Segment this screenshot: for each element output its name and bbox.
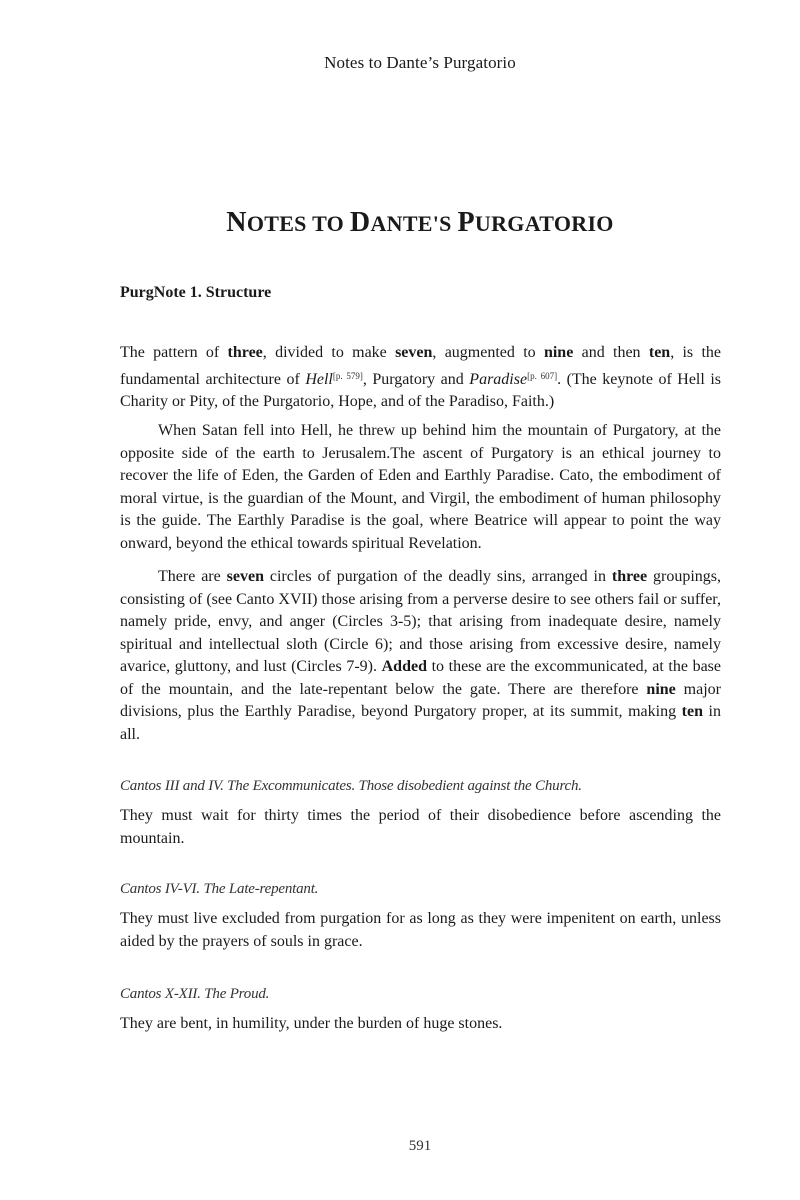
running-header: Notes to Dante’s Purgatorio [324,53,516,72]
canto-heading: Cantos IV-VI. The Late-repentant. [120,881,319,897]
page-ref-paradise[interactable]: [p. 607] [527,370,558,381]
text-run: circles of purgation of the deadly sins, arranged in [263,568,612,585]
note-heading: PurgNote 1. Structure [120,284,272,301]
text-run: and then [573,344,649,361]
emphasis-seven: seven [226,568,264,585]
emphasis-ten: ten [648,344,671,361]
text-run: , is the fundamental architecture of [120,344,722,388]
page-number: 591 [408,1138,432,1154]
canto-description: They must wait for thirty times the period of their disobedience before ascending the mountain. [120,807,721,847]
title-rest-2: ANTE'S [370,211,458,236]
title-cap-1: N [226,207,247,238]
text-run: major divisions, plus the Earthly Paradise, beyond Purgatory proper, at its summit, making [120,680,721,720]
text-run: in all. [120,703,722,743]
paragraph-pattern [120,342,721,414]
title-rest-1: OTES TO [246,211,350,236]
text-run: to these are the excommunicated, at the base of the mountain, and the late-repentant below the gate. There are therefore [120,658,721,698]
text-run: The pattern of [120,344,228,361]
text-run: , augmented to [432,344,544,361]
text-run: , divided to make [262,344,396,361]
title-cap-3: P [457,207,475,238]
emphasis-nine: nine [646,680,676,698]
link-hell[interactable]: Hell [305,370,333,388]
paragraph-satan: When Satan fell into Hell, he threw up behind him the mountain of Purgatory, at the opposite side of the earth to Jerusalem.The ascent of Purgatory is an ethical journey to recover the life of Eden, the Garden of Eden and Earthly Paradise. Cato, the embodiment of moral virtue, is the guardian of the Mount, and Virgil, the embodiment of human philosophy is the guide. The Earthly Paradise is the goal, where Beatrice will appear to point the way onward, beyond the ethical towards spiritual Revelation. [120,422,721,552]
emphasis-seven: seven [395,344,433,361]
text-run: . (The keynote of Hell is Charity or Pity, of the Purgatorio, Hope, and of the Paradiso, Faith.) [120,370,721,410]
link-paradise[interactable]: Paradise [469,370,528,388]
emphasis-nine: nine [543,344,574,361]
text-run: There are [158,568,227,585]
canto-description: They must live excluded from purgation for as long as they were impenitent on earth, unless aided by the prayers of souls in grace. [120,910,721,950]
canto-heading: Cantos III and IV. The Excommunicates. Those disobedient against the Church. [120,778,582,794]
emphasis-three: three [227,344,263,361]
title-rest-3: URGATORIO [474,211,614,236]
page-title [0,207,800,239]
emphasis-added: Added [381,658,427,675]
emphasis-ten: ten [681,703,703,720]
title-cap-2: D [349,207,371,238]
emphasis-three: three [611,568,648,585]
canto-heading: Cantos X-XII. The Proud. [120,986,270,1002]
text-run: , Purgatory and [362,370,470,388]
canto-description: They are bent, in humility, under the burden of huge stones. [120,1015,503,1032]
page-ref-hell[interactable]: [p. 579] [332,370,363,381]
paragraph-circles [120,566,721,746]
text-run: groupings, consisting of (see Canto XVII) those arising from a perverse desire to see others fail or suffer, namely pride, envy, and anger (Circles 3-5); that arising from inadequate desire, namely spiritual and intellectual sloth (Circle 6); and those arising from excessive desire, namely avarice, gluttony, and lust (Circles 7-9). [120,568,722,675]
